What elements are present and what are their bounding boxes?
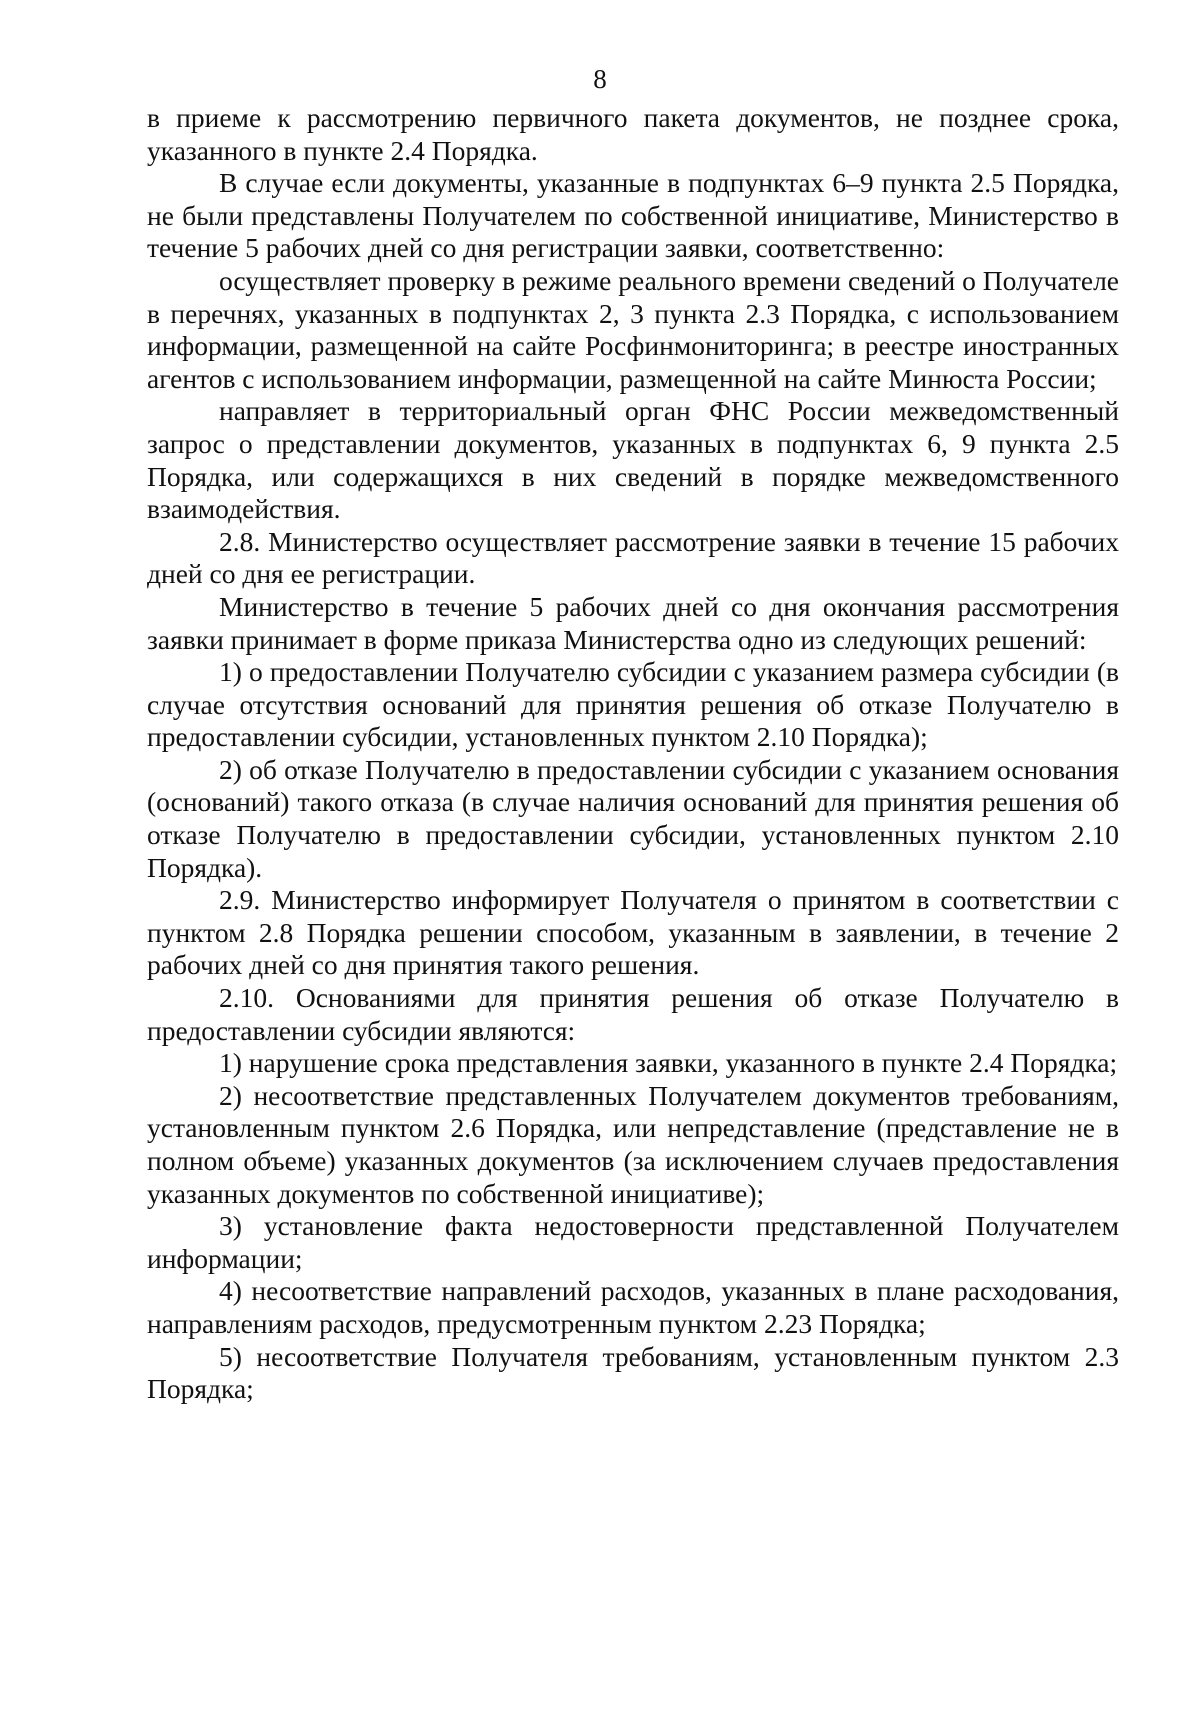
paragraph: 3) установление факта недостоверности представленной Получателем информации; [147, 1210, 1119, 1274]
paragraph: 5) несоответствие Получателя требованиям, установленным пунктом 2.3 Порядка; [147, 1340, 1119, 1405]
paragraph: 2) об отказе Получателю в предоставлении субсидии с указанием основания (оснований) такого отказа (в случае наличия оснований для принятия решения об отказе Получателю в предоставлении субсидии, установленных пунктом 2.10 Порядка). [147, 753, 1119, 883]
paragraph: 1) о предоставлении Получателю субсидии с указанием размера субсидии (в случае отсутствия оснований для принятия решения об отказе Получателю в предоставлении субсидии, установленных пунктом 2.10 Порядка); [147, 656, 1119, 753]
document-body [147, 102, 1119, 1406]
paragraph: В случае если документы, указанные в подпунктах 6–9 пункта 2.5 Порядка, не были представлены Получателем по собственной инициативе, Министерство в течение 5 рабочих дней со дня регистрации заявки, соответственно: [147, 167, 1119, 264]
paragraph: направляет в территориальный орган ФНС России межведомственный запрос о представлении документов, указанных в подпунктах 6, 9 пункта 2.5 Порядка, или содержащихся в них сведений в порядке межведомственного взаимодействия. [147, 395, 1119, 525]
paragraph: 2) несоответствие представленных Получателем документов требованиям, установленным пунктом 2.6 Порядка, или непредставление (представление не в полном объеме) указанных документов (за исключением случаев предоставления указанных документов по собственной инициативе); [147, 1079, 1119, 1209]
paragraph: Министерство в течение 5 рабочих дней со дня окончания рассмотрения заявки принимает в форме приказа Министерства одно из следующих решений: [147, 590, 1119, 655]
paragraph: 4) несоответствие направлений расходов, указанных в плане расходования, направлениям расходов, предусмотренным пунктом 2.23 Порядка; [147, 1275, 1119, 1339]
page-number: 8 [593, 64, 607, 94]
paragraph: в приеме к рассмотрению первичного пакета документов, не позднее срока, указанного в пункте 2.4 Порядка. [147, 102, 1119, 166]
paragraph: 1) нарушение срока представления заявки, указанного в пункте 2.4 Порядка; [219, 1047, 1118, 1079]
paragraph: 2.10. Основаниями для принятия решения об отказе Получателю в предоставлении субсидии являются: [147, 982, 1119, 1046]
paragraph: 2.8. Министерство осуществляет рассмотрение заявки в течение 15 рабочих дней со дня ее регистрации. [147, 525, 1119, 590]
paragraph: осуществляет проверку в режиме реального времени сведений о Получателе в перечнях, указанных в подпунктах 2, 3 пункта 2.3 Порядка, с использованием информации, размещенной на сайте Росфинмониторинга; в реестре иностранных агентов с использованием информации, размещенной на сайте Минюста России; [147, 264, 1119, 394]
paragraph: 2.9. Министерство информирует Получателя о принятом в соответствии с пунктом 2.8 Порядка решении способом, указанным в заявлении, в течение 2 рабочих дней со дня принятия такого решения. [147, 884, 1119, 981]
